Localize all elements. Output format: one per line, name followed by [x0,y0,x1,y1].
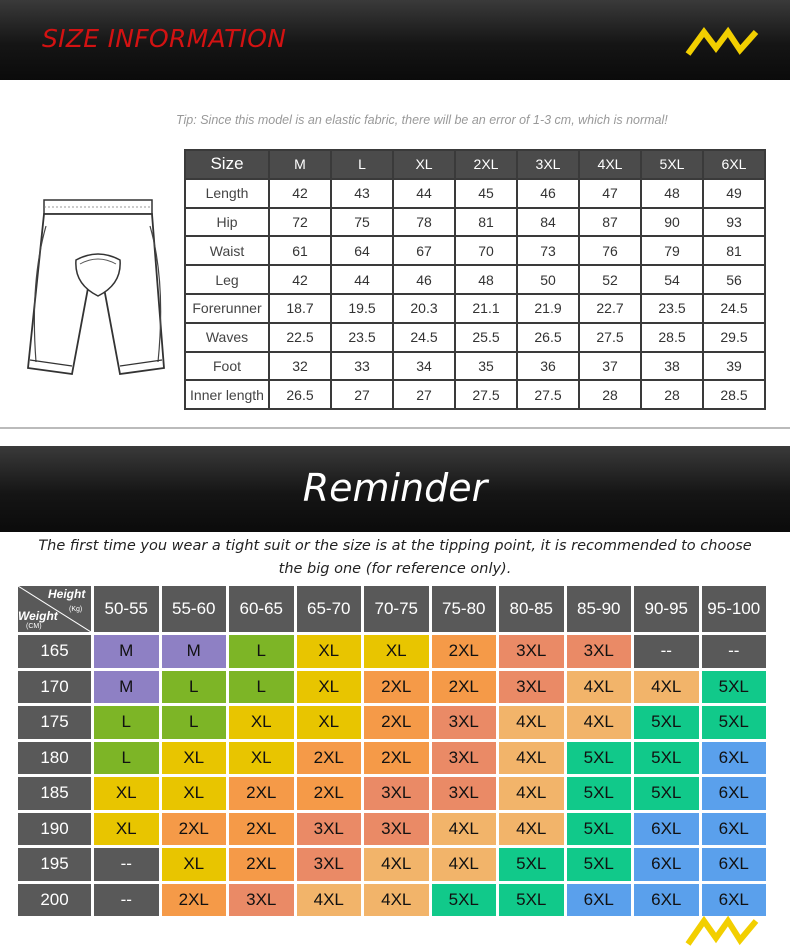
size-value-cell: 20.3 [393,294,455,323]
recommended-size-cell: 2XL [364,671,429,704]
recommended-size-cell: XL [162,848,227,881]
size-value-cell: 47 [579,179,641,208]
size-row-label: Hip [185,208,269,237]
size-value-cell: 44 [393,179,455,208]
size-header-cell: L [331,150,393,179]
recommended-size-cell: 3XL [364,813,429,846]
recommended-size-cell: 4XL [432,813,497,846]
recommended-size-cell: XL [162,777,227,810]
size-value-cell: 50 [517,265,579,294]
recommended-size-cell: 4XL [499,706,564,739]
table-row [185,208,765,237]
recommended-size-cell: 3XL [499,671,564,704]
size-value-cell: 27.5 [579,323,641,352]
recommended-size-cell: XL [94,813,159,846]
recommended-size-cell: L [229,635,294,668]
recommended-size-cell: M [94,671,159,704]
weight-range-header: 80-85 [499,586,564,632]
recommended-size-cell: 4XL [499,813,564,846]
height-row-label: 190 [18,813,91,846]
height-row-label: 180 [18,742,91,775]
weight-range-header: 50-55 [94,586,159,632]
recommended-size-cell: 2XL [162,884,227,917]
table-row [185,179,765,208]
recommended-size-cell: 5XL [567,813,632,846]
size-value-cell: 25.5 [455,323,517,352]
top-banner [0,0,790,80]
height-row-label: 195 [18,848,91,881]
weight-range-header: 95-100 [702,586,767,632]
size-value-cell: 27.5 [517,380,579,409]
brand-m-logo-icon [684,912,760,950]
corner-bottom-label: Weight [18,609,58,623]
size-row-label: Waves [185,323,269,352]
recommended-size-cell: 2XL [432,635,497,668]
table-row [185,294,765,323]
cycling-shorts-icon [22,192,170,382]
size-value-cell: 27.5 [455,380,517,409]
size-value-cell: 36 [517,352,579,381]
reminder-line-1: The first time you wear a tight suit or the size is at the tipping point, it is recommended to choose [38,538,752,554]
size-value-cell: 49 [703,179,765,208]
recommended-size-cell: 6XL [634,884,699,917]
recommended-size-cell: 4XL [432,848,497,881]
table-row [185,323,765,352]
size-value-cell: 27 [331,380,393,409]
recommended-size-cell: 3XL [432,706,497,739]
size-value-cell: 24.5 [703,294,765,323]
table-row [185,236,765,265]
size-value-cell: 28.5 [703,380,765,409]
size-value-cell: 29.5 [703,323,765,352]
recommended-size-cell: M [162,635,227,668]
size-value-cell: 87 [579,208,641,237]
recommended-size-cell: 4XL [364,884,429,917]
recommended-size-cell: L [162,671,227,704]
recommended-size-cell: 2XL [229,777,294,810]
size-value-cell: 75 [331,208,393,237]
recommended-size-cell: 2XL [229,813,294,846]
recommended-size-cell: -- [94,884,159,917]
recommended-size-cell: 5XL [567,777,632,810]
size-value-cell: 22.7 [579,294,641,323]
weight-range-header: 55-60 [162,586,227,632]
recommended-size-cell: XL [94,777,159,810]
recommended-size-cell: L [162,706,227,739]
recommended-size-cell: 5XL [499,848,564,881]
recommended-size-cell: L [94,706,159,739]
recommended-size-cell: -- [702,635,767,668]
recommended-size-cell: 6XL [634,848,699,881]
recommended-size-cell: 5XL [499,884,564,917]
recommended-size-cell: XL [297,635,362,668]
size-value-cell: 34 [393,352,455,381]
size-row-label: Foot [185,352,269,381]
size-value-cell: 90 [641,208,703,237]
size-value-cell: 37 [579,352,641,381]
recommended-size-cell: 5XL [702,671,767,704]
recommended-size-cell: 4XL [567,671,632,704]
recommended-size-cell: 4XL [499,777,564,810]
size-value-cell: 21.1 [455,294,517,323]
fit-chart-corner-cell [18,586,91,632]
size-value-cell: 76 [579,236,641,265]
size-header-cell: 3XL [517,150,579,179]
size-value-cell: 48 [641,179,703,208]
size-row-label: Forerunner [185,294,269,323]
recommended-size-cell: 4XL [297,884,362,917]
recommended-size-cell: 3XL [297,813,362,846]
recommended-size-cell: XL [229,742,294,775]
recommended-size-cell: 6XL [567,884,632,917]
size-header-cell: 6XL [703,150,765,179]
height-row-label: 165 [18,635,91,668]
recommended-size-cell: 3XL [297,848,362,881]
size-value-cell: 79 [641,236,703,265]
recommended-size-cell: XL [229,706,294,739]
size-table-header-row [185,150,765,179]
recommended-size-cell: 2XL [432,671,497,704]
recommended-size-cell: 5XL [567,848,632,881]
recommended-size-cell: 5XL [634,742,699,775]
size-value-cell: 21.9 [517,294,579,323]
size-value-cell: 35 [455,352,517,381]
size-value-cell: 84 [517,208,579,237]
recommended-size-cell: 2XL [162,813,227,846]
recommended-size-cell: 5XL [634,706,699,739]
recommended-size-cell: 5XL [702,706,767,739]
size-header-cell: 2XL [455,150,517,179]
recommended-size-cell: 3XL [432,777,497,810]
recommended-size-cell: XL [364,635,429,668]
size-value-cell: 93 [703,208,765,237]
size-value-cell: 73 [517,236,579,265]
weight-range-header: 70-75 [364,586,429,632]
recommended-size-cell: 2XL [229,848,294,881]
recommended-size-cell: L [94,742,159,775]
size-value-cell: 23.5 [641,294,703,323]
recommended-size-cell: M [94,635,159,668]
height-row-label: 175 [18,706,91,739]
size-value-cell: 54 [641,265,703,294]
size-value-cell: 38 [641,352,703,381]
size-value-cell: 46 [517,179,579,208]
size-value-cell: 32 [269,352,331,381]
size-row-label: Length [185,179,269,208]
size-value-cell: 48 [455,265,517,294]
table-row [185,352,765,381]
size-value-cell: 81 [455,208,517,237]
size-value-cell: 19.5 [331,294,393,323]
weight-range-header: 85-90 [567,586,632,632]
size-value-cell: 81 [703,236,765,265]
height-row-label: 185 [18,777,91,810]
weight-range-header: 65-70 [297,586,362,632]
recommended-size-cell: 3XL [364,777,429,810]
reminder-title: Reminder [302,466,488,510]
recommended-size-cell: 4XL [364,848,429,881]
recommended-size-cell: 2XL [297,742,362,775]
recommended-size-cell: 6XL [634,813,699,846]
recommended-size-cell: 5XL [432,884,497,917]
recommended-size-cell: 3XL [567,635,632,668]
size-row-label: Waist [185,236,269,265]
size-value-cell: 70 [455,236,517,265]
size-value-cell: 27 [393,380,455,409]
corner-top-unit: (Kg) [69,606,83,613]
size-value-cell: 44 [331,265,393,294]
recommended-size-cell: 2XL [364,706,429,739]
table-row [185,265,765,294]
size-value-cell: 72 [269,208,331,237]
recommended-size-cell: 6XL [702,848,767,881]
section-divider [0,427,790,429]
size-value-cell: 26.5 [269,380,331,409]
size-value-cell: 28.5 [641,323,703,352]
weight-range-header: 90-95 [634,586,699,632]
size-value-cell: 64 [331,236,393,265]
size-value-cell: 61 [269,236,331,265]
recommended-size-cell: 3XL [499,635,564,668]
recommended-size-cell: 3XL [229,884,294,917]
recommended-size-cell: -- [634,635,699,668]
size-value-cell: 43 [331,179,393,208]
size-value-cell: 24.5 [393,323,455,352]
recommended-size-cell: XL [297,671,362,704]
height-row-label: 200 [18,884,91,917]
size-value-cell: 78 [393,208,455,237]
weight-range-header: 75-80 [432,586,497,632]
recommended-size-cell: XL [162,742,227,775]
size-value-cell: 46 [393,265,455,294]
size-header-cell: Size [185,150,269,179]
recommended-size-cell: 6XL [702,884,767,917]
recommended-size-cell: 4XL [634,671,699,704]
size-information-title: SIZE INFORMATION [42,24,287,53]
reminder-banner [0,446,790,532]
size-value-cell: 56 [703,265,765,294]
reminder-text [0,535,790,581]
recommended-size-cell: 6XL [702,813,767,846]
size-value-cell: 52 [579,265,641,294]
recommended-size-cell: 4XL [567,706,632,739]
size-row-label: Leg [185,265,269,294]
size-chart-table [184,149,766,410]
size-value-cell: 22.5 [269,323,331,352]
height-weight-fit-chart [18,586,766,916]
size-value-cell: 42 [269,179,331,208]
size-value-cell: 42 [269,265,331,294]
recommended-size-cell: 4XL [499,742,564,775]
recommended-size-cell: 6XL [702,742,767,775]
size-value-cell: 23.5 [331,323,393,352]
recommended-size-cell: 5XL [567,742,632,775]
recommended-size-cell: 2XL [364,742,429,775]
size-header-cell: M [269,150,331,179]
size-header-cell: XL [393,150,455,179]
reminder-line-2: the big one (for reference only). [278,561,512,577]
recommended-size-cell: 6XL [702,777,767,810]
size-row-label: Inner length [185,380,269,409]
height-row-label: 170 [18,671,91,704]
size-value-cell: 28 [579,380,641,409]
tip-text: Tip: Since this model is an elastic fabric, there will be an error of 1-3 cm, which is normal! [176,113,668,127]
size-value-cell: 28 [641,380,703,409]
table-row [185,380,765,409]
size-value-cell: 26.5 [517,323,579,352]
size-value-cell: 67 [393,236,455,265]
size-value-cell: 45 [455,179,517,208]
recommended-size-cell: 3XL [432,742,497,775]
recommended-size-cell: 2XL [297,777,362,810]
size-value-cell: 18.7 [269,294,331,323]
size-header-cell: 4XL [579,150,641,179]
size-value-cell: 39 [703,352,765,381]
recommended-size-cell: XL [297,706,362,739]
brand-m-logo-icon [684,24,760,60]
recommended-size-cell: L [229,671,294,704]
recommended-size-cell: 5XL [634,777,699,810]
corner-bottom-unit: (CM) [26,623,42,630]
weight-range-header: 60-65 [229,586,294,632]
size-header-cell: 5XL [641,150,703,179]
corner-top-label: Height [48,587,86,601]
recommended-size-cell: -- [94,848,159,881]
size-value-cell: 33 [331,352,393,381]
